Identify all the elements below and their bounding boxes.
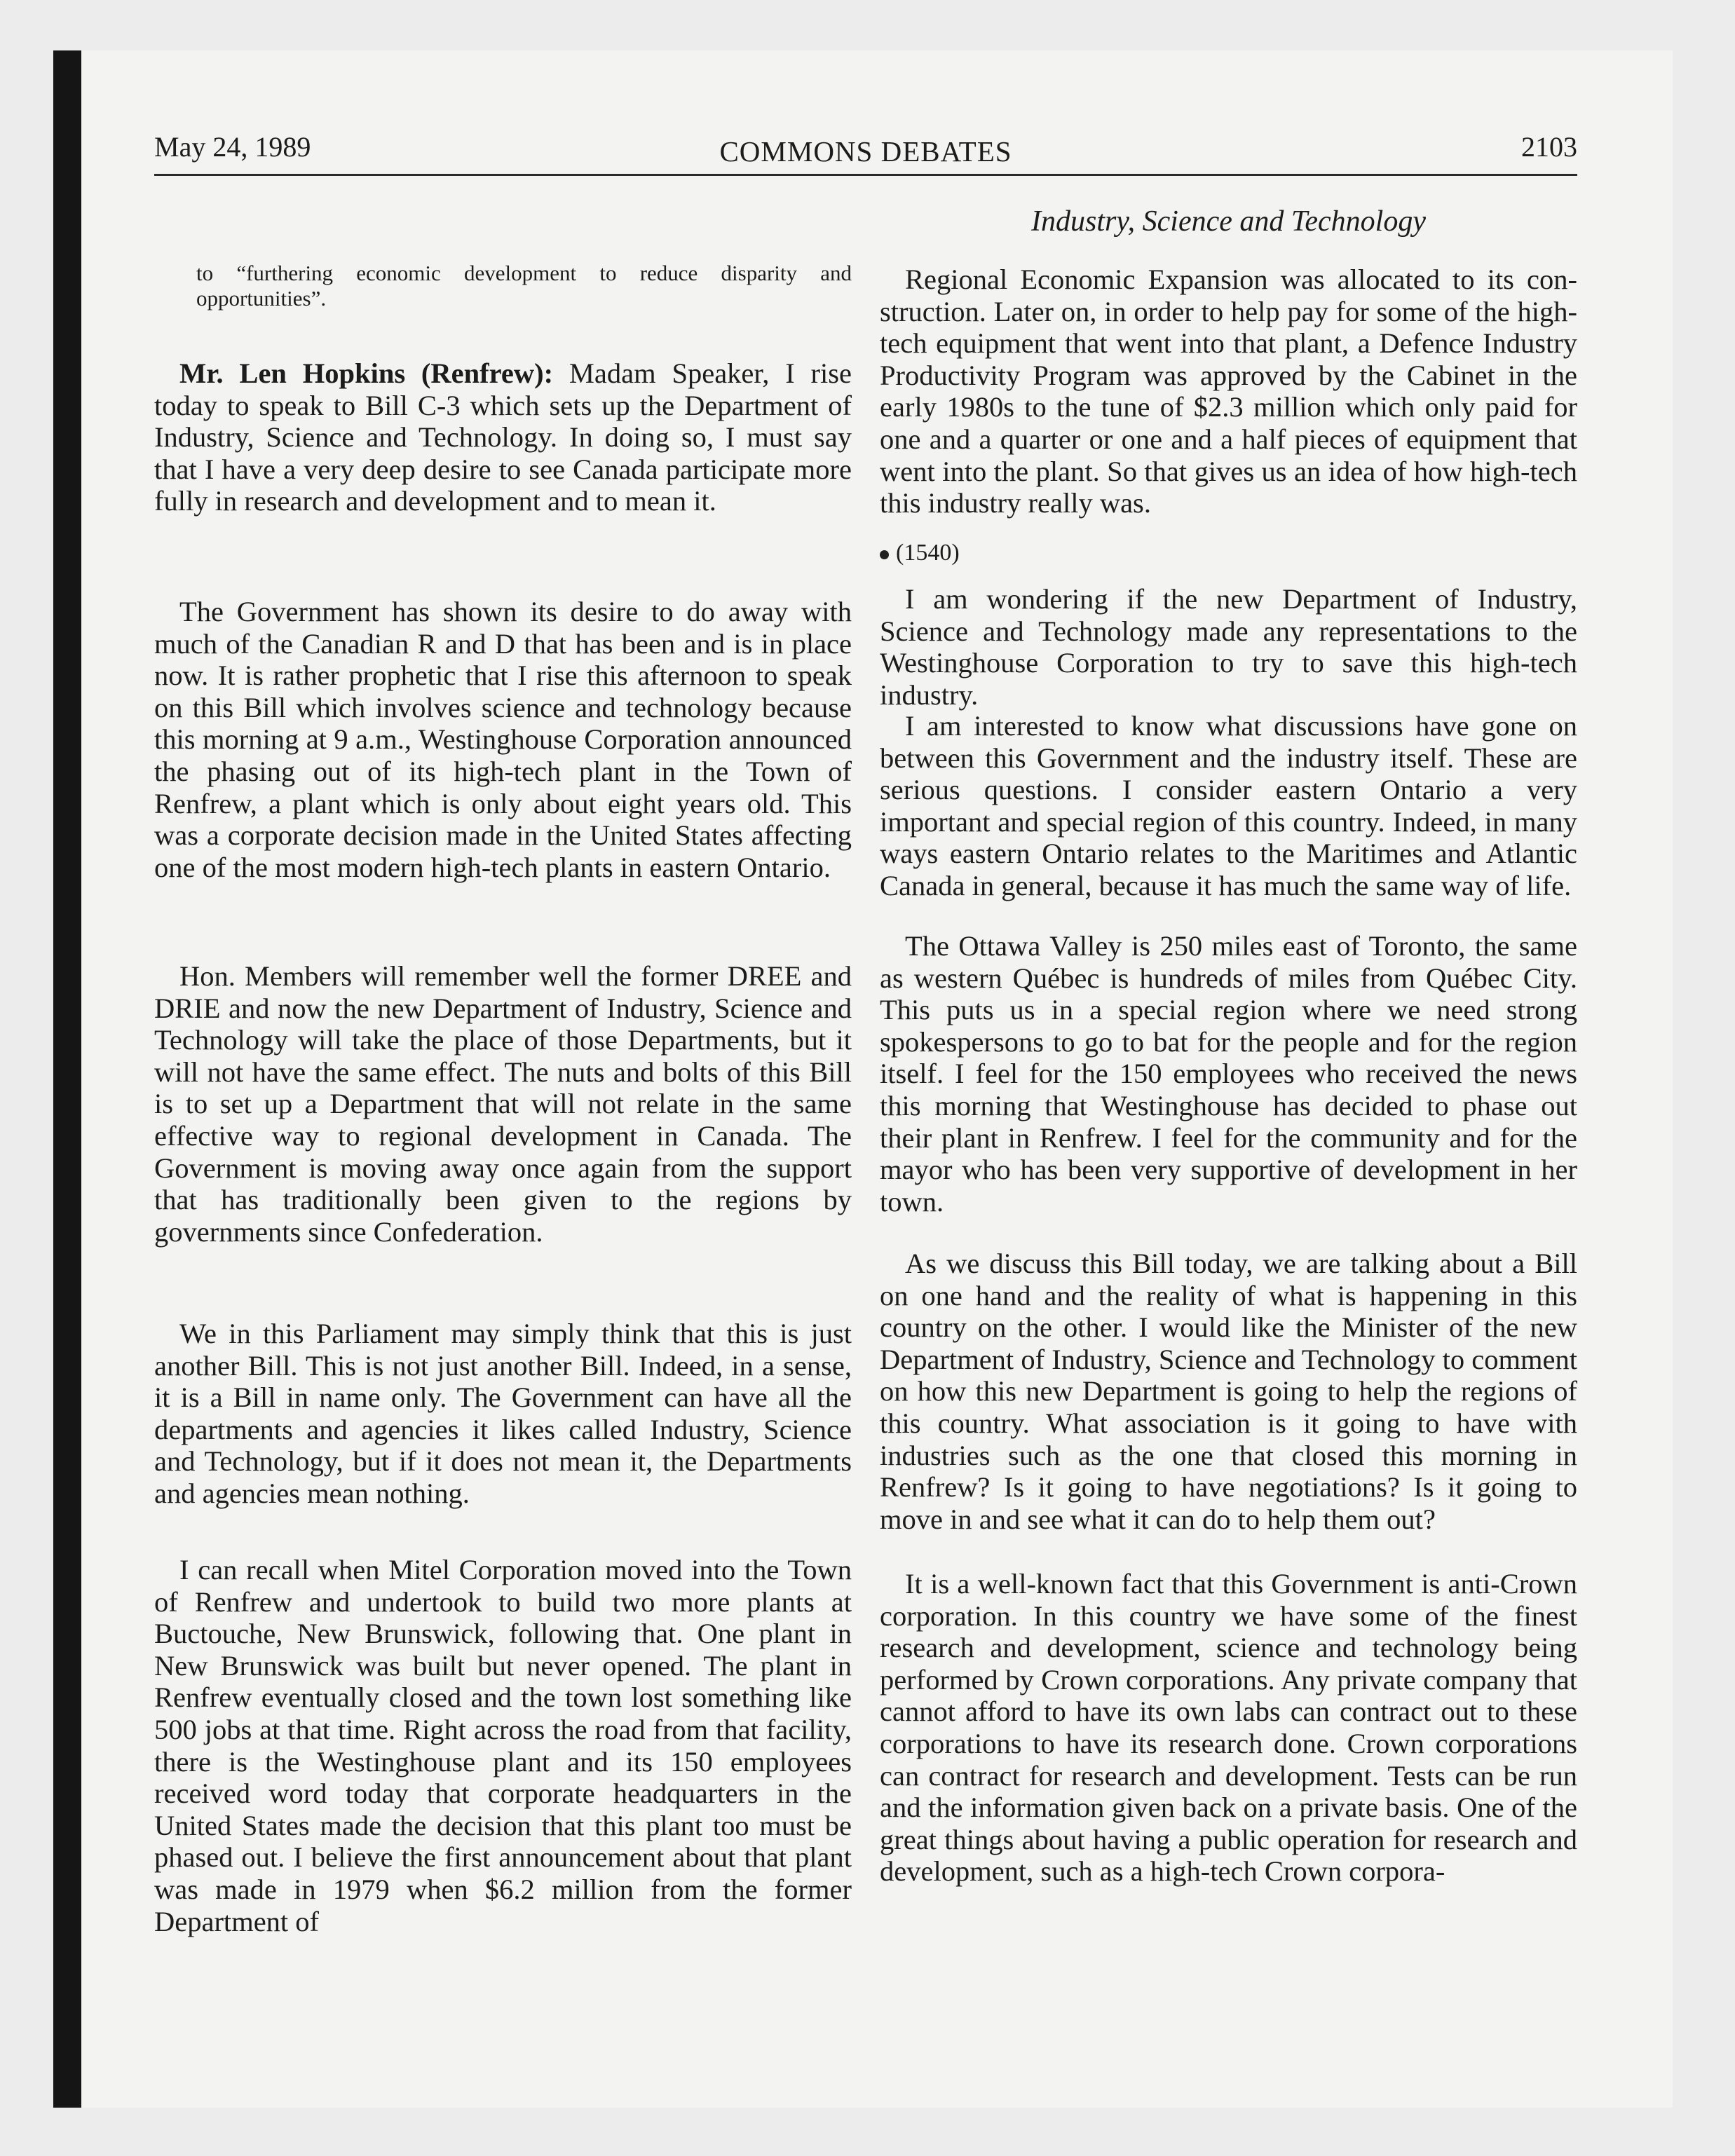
paragraph: I am interested to know what discussions have gone on between this Government and the industry itself. These are serious questions. I consider eastern Ontario a very important and special region of this country. Indeed, in many ways eastern Ontario relates to the Maritimes and Atlantic Canada in general, because it has much the same way of life. bbox=[880, 710, 1577, 901]
paragraph: I can recall when Mitel Corporation moved into the Town of Renfrew and undertook to build two more plants at Buctouche, New Brunswick, following that. One plant in New Brunswick was built but never opened. The plant in Renfrew eventually closed and the town lost something like 500 jobs at that time. Right across the road from that facility, there is the Westinghouse plant and its 150 employees received word today that corporate headquarters in the United States made the decision that this plant too must be phased out. I believe the first announcement about that plant was made in 1979 when $6.2 million from the former Department of bbox=[154, 1554, 852, 1937]
paragraph: It is a well-known fact that this Government is anti-Crown corporation. In this country we have some of the finest research and development, science and technology being performed by Crown corporations. Any private company that cannot afford to have its own labs can contract out to these corporations to have its research done. Crown corporations can contract for research and development. Tests can be run and the information given back on a private basis. One of the great things about having a public operation for research and development, such as a high-tech Crown corpora- bbox=[880, 1568, 1577, 1888]
scan-border bbox=[53, 50, 81, 2108]
quoted-text: to “furthering economic development to reduce disparity and opportunities”. bbox=[196, 261, 852, 311]
paragraph: The Ottawa Valley is 250 miles east of Toronto, the same as western Québec is hundreds of miles from Québec City. This puts us in a special region where we need strong spokespersons to go to bat for the people and for the region itself. I feel for the 150 employees who received the news this morning that Westinghouse has decided to phase out their plant in Renfrew. I feel for the community and for the mayor who has been very supportive of development in her town. bbox=[880, 930, 1577, 1217]
header-publication: COMMONS DEBATES bbox=[719, 135, 1012, 168]
paragraph: The Government has shown its desire to do away with much of the Canadian R and D that has been and is in place now. It is rather prophetic that I rise this afternoon to speak on this Bill which involves science and technology because this morning at 9 a.m., Westinghouse Corporation announced the phasing out of its high-tech plant in the Town of Renfrew, a plant which is only about eight years old. This was a corporate decision made in the United States affecting one of the most modern high-tech plants in eastern Ontario. bbox=[154, 596, 852, 883]
paragraph bbox=[154, 357, 852, 517]
page-header bbox=[154, 125, 1577, 176]
timestamp-text: (1540) bbox=[896, 540, 960, 566]
paragraph: We in this Parliament may simply think that this is just another Bill. This is not just another Bill. Indeed, in a sense, it is a Bill in name only. The Government can have all the departments and agencies it likes called Industry, Science and Technology, but if it does not mean it, the Departments and agencies mean nothing. bbox=[154, 1318, 852, 1509]
paragraph: Hon. Members will remember well the former DREE and DRIE and now the new Department of Industry, Science and Technology will take the place of those Departments, but it will not have the same effect. The nuts and bolts of this Bill is to set up a Department that will not relate in the same effective way to regional development in Canada. The Government is moving away once again from the support that has traditionally been given to the regions by governments since Confederation. bbox=[154, 960, 852, 1248]
bullet-icon bbox=[880, 550, 889, 559]
paragraph-text: Madam Speaker, I rise today to speak to Bill C-3 which sets up the Department of Industry, Science and Technology. In doing so, I must say that I have a very deep desire to see Canada participate more fully in research and development and to mean it. bbox=[154, 357, 852, 517]
header-page-number: 2103 bbox=[1521, 131, 1577, 163]
section-title: Industry, Science and Technology bbox=[1030, 205, 1426, 238]
paragraph: I am wondering if the new Department of Industry, Science and Technology made any representations to the Westinghouse Corporation to try to save this high-tech industry. bbox=[880, 583, 1577, 711]
speaker-name: Mr. Len Hopkins (Renfrew): bbox=[179, 357, 554, 389]
paragraph: Regional Economic Expansion was allocated to its construction. Later on, in order to help pay for some of the high-tech equipment that went into that plant, a Defence Industry Productivity Program was approved by the Cabinet in the early 1980s to the tune of $2.3 million which only paid for one and a quarter or one and a half pieces of equipment that went into the plant. So that gives us an idea of how high-tech this industry really was. bbox=[880, 264, 1577, 519]
paragraph: As we discuss this Bill today, we are talking about a Bill on one hand and the reality of what is happening in this country on the other. I would like the Minister of the new Department of Industry, Science and Technology to comment on how this new Department is going to help the regions of this country. What association is it going to have with industries such as the one that closed this morning in Renfrew? Is it going to have negotiations? Is it going to move in and see what it can do to help them out? bbox=[880, 1248, 1577, 1535]
header-date: May 24, 1989 bbox=[154, 131, 311, 163]
timestamp bbox=[880, 537, 1577, 569]
